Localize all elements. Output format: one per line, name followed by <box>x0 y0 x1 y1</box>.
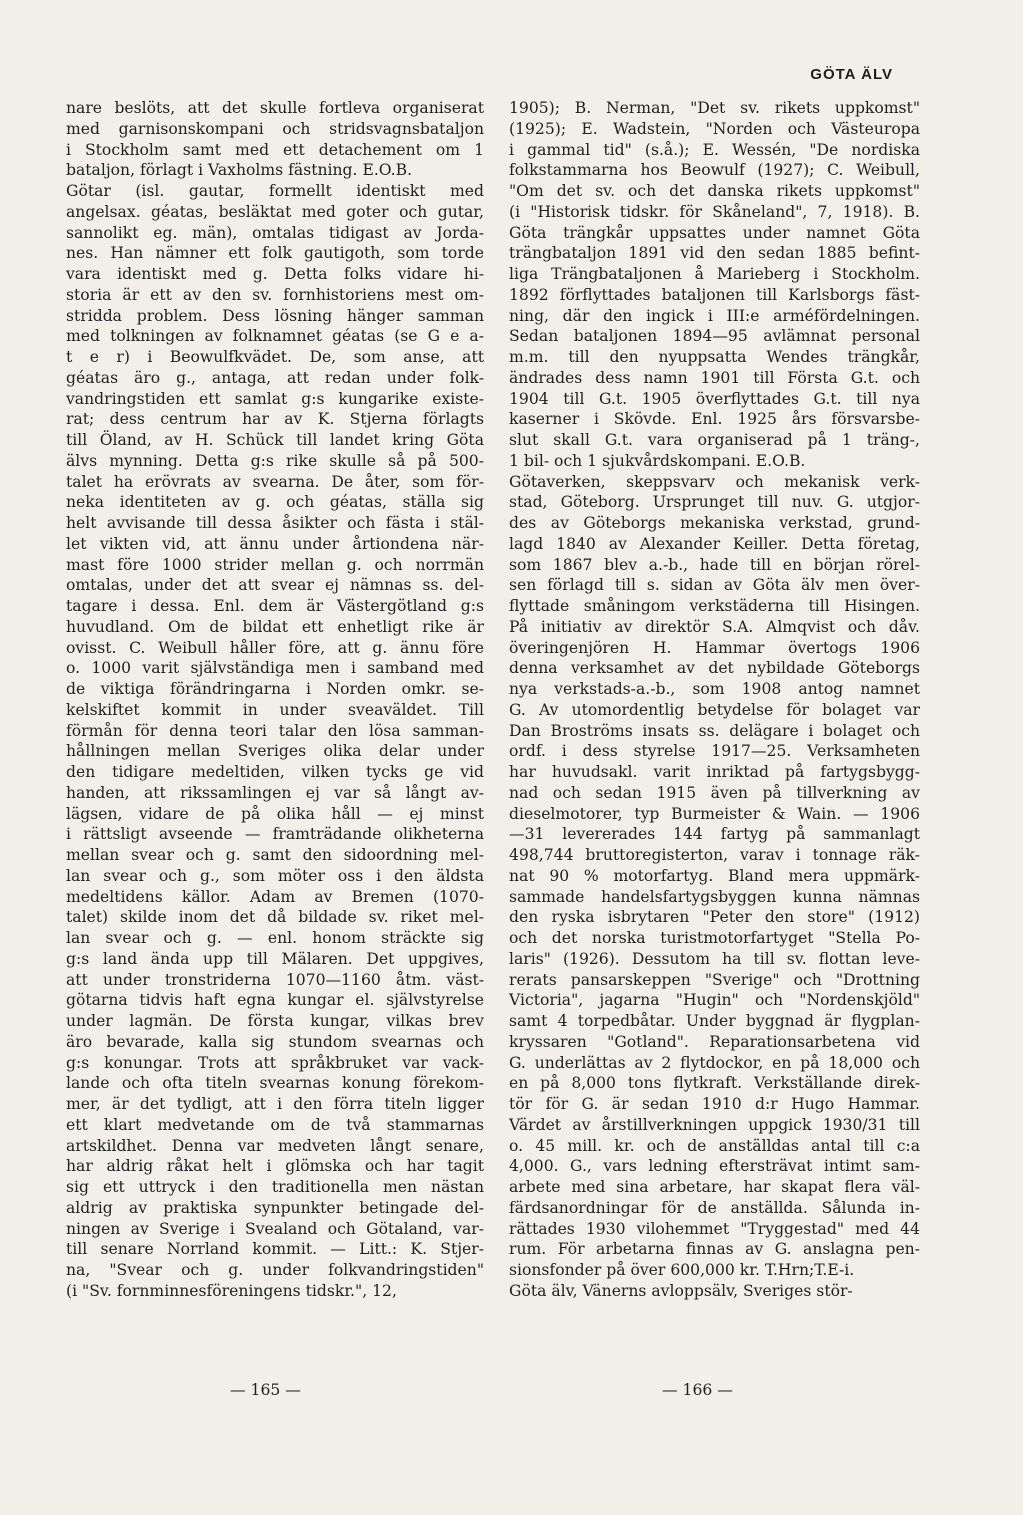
text-line: lan svear och g., som möter oss i den äldsta <box>66 866 484 885</box>
text-line: let vikten vid, att ännu under årtiondena när- <box>66 534 484 553</box>
text-line: lägsen, vidare de på olika håll — ej minst <box>66 804 484 823</box>
text-line: lan svear och g. — enl. honom sträckte sig <box>66 929 484 947</box>
text-line: —31 levererades 144 fartyg på sammanlagt <box>509 825 920 844</box>
text-line: Göta älv, Vänerns avloppsälv, Sveriges stör- <box>509 1281 853 1300</box>
text-line: lagd 1840 av Alexander Keiller. Detta företag, <box>509 534 920 553</box>
text-line: mer, är det tydligt, att i den förra titeln ligger <box>66 1095 484 1113</box>
text-line: lande och ofta titeln svearnas konung förekom- <box>66 1074 484 1093</box>
text-line: na, "Svear och g. under folkvandringstiden" <box>66 1261 484 1279</box>
text-line: ändrades dess namn 1901 till Första G.t. och <box>509 368 920 387</box>
text-line: o. 1000 varit självständiga men i samband med <box>66 659 484 678</box>
text-line: hållningen mellan Sveriges olika delar under <box>66 742 484 761</box>
left-column <box>66 98 484 1302</box>
text-line: som 1867 blev a.-b., hade till en början rörel- <box>509 555 920 574</box>
text-line: sig ett uttryck i den traditionella men nästan <box>66 1178 484 1196</box>
text-line: g:s konungar. Trots att språkbruket var vack- <box>66 1053 484 1072</box>
text-line: rum. För arbetarna finnas av G. anslagna pen- <box>509 1240 920 1259</box>
text-line: götarna tidvis haft egna kungar el. självstyrelse <box>66 991 484 1010</box>
right-column <box>509 98 920 1302</box>
text-line: liga Trängbataljonen å Marieberg i Stockholm. <box>509 265 920 283</box>
text-line: nya verkstads-a.-b., som 1908 antog namnet <box>509 680 920 698</box>
text-line: handen, att rikssamlingen ej var så långt av- <box>66 783 484 802</box>
text-line: ordf. i dess styrelse 1917—25. Verksamheten <box>509 742 920 761</box>
text-line: en på 8,000 tons flytkraft. Verkställande direk- <box>509 1074 920 1093</box>
text-line: till senare Norrland kommit. — Litt.: K. Stjer- <box>66 1240 484 1259</box>
text-line: har aldrig råkat helt i glömska och har tagit <box>66 1157 484 1176</box>
text-line: rättades 1930 vilohemmet "Tryggestad" med 44 <box>509 1219 920 1238</box>
text-line: medeltidens källor. Adam av Bremen (1070- <box>66 887 484 906</box>
text-line: Sedan bataljonen 1894—95 avlämnat personal <box>509 327 920 346</box>
text-line: (1925); E. Wadstein, "Norden och Västeuropa <box>509 119 920 138</box>
text-line: mellan svear och g. samt den sidoordning mel- <box>66 846 484 864</box>
text-line: med tolkningen av folknamnet géatas (se G e a- <box>66 327 484 346</box>
text-line: géatas äro g., antaga, att redan under folk- <box>66 368 484 387</box>
text-line: att under tronstriderna 1070—1160 åtm. väst- <box>66 970 484 989</box>
text-line: stridda problem. Dess lösning hänger samman <box>66 306 484 325</box>
text-line: talet) skilde inom det då bildade sv. riket mel- <box>66 908 484 927</box>
text-line: g:s land ända upp till Mälaren. Det uppgives, <box>66 949 484 968</box>
text-line: storia är ett av den sv. fornhistoriens mest om- <box>66 285 484 304</box>
text-line: Victoria", jagarna "Hugin" och "Nordenskjöld" <box>509 991 920 1010</box>
text-line: ningen av Sverige i Svealand och Götaland, var- <box>66 1219 484 1238</box>
text-line: ovisst. C. Weibull håller före, att g. ännu före <box>66 638 484 657</box>
text-line: nare beslöts, att det skulle fortleva organiserat <box>66 99 484 117</box>
text-line: nat 90 % motorfartyg. Bland mera uppmärk- <box>509 866 920 885</box>
text-line: aldrig av praktiska synpunkter betingade del- <box>66 1198 484 1217</box>
text-line: har huvudsakl. varit inriktad på fartygsbygg- <box>509 763 920 781</box>
text-line: angelsax. géatas, besläktat med goter och gutar, <box>66 202 484 221</box>
text-line: 4,000. G., vars ledning eftersträvat intimt sam- <box>509 1157 920 1176</box>
text-line: omtalas, under det att svear ej nämnas ss. del- <box>66 576 484 595</box>
text-line: o. 45 mill. kr. och de anställdas antal till c:a <box>509 1136 920 1155</box>
text-line: dieselmotorer, typ Burmeister & Wain. — 1906 <box>509 804 920 823</box>
text-line: Götar (isl. gautar, formellt identiskt med <box>66 182 484 200</box>
text-line: överingenjören H. Hammar övertogs 1906 <box>509 638 920 657</box>
text-line: sammade handelsfartygsbyggen kunna nämnas <box>509 887 920 906</box>
text-line: huvudland. Om de bildat ett enhetligt rike är <box>66 617 484 636</box>
text-line: sen förlagd till s. sidan av Göta älv men över- <box>509 576 920 595</box>
text-line: sannolikt eg. män), omtalas tidigast av Jorda- <box>66 223 484 242</box>
text-line: 498,744 bruttoregisterton, varav i tonnage räk- <box>509 846 920 864</box>
text-line: ett klart medvetande om de två stammarnas <box>66 1115 484 1134</box>
text-line: m.m. till den nyuppsatta Wendes trängkår, <box>509 348 920 366</box>
text-line: kryssaren "Gotland". Reparationsarbetena vid <box>509 1032 920 1051</box>
text-line: samt 4 torpedbåtar. Under byggnad är flygplan- <box>509 1012 920 1030</box>
text-line: artskildhet. Denna var medveten långt senare, <box>66 1136 484 1155</box>
text-line: stad, Göteborg. Ursprunget till nuv. G. utgjor- <box>509 493 920 512</box>
text-line: färdsanordningar för de anställda. Sålunda in- <box>509 1198 920 1217</box>
text-line: 1 bil- och 1 sjukvårdskompani. E.O.B. <box>509 451 806 470</box>
text-line: förmån för denna teori talar den lösa samman- <box>66 721 484 740</box>
text-line: under lagmän. De första kungar, vilkas brev <box>66 1012 484 1030</box>
text-line: de viktiga förändringarna i Norden omkr. se- <box>66 680 484 698</box>
text-line: 1892 förflyttades bataljonen till Karlsborgs fäst- <box>509 285 920 304</box>
text-line: i rättsligt avseende — framträdande olikheterna <box>66 825 484 844</box>
text-line: med garnisonskompani och stridsvagnsbataljon <box>66 119 484 138</box>
text-line: 1905); B. Nerman, "Det sv. rikets uppkomst" <box>509 99 920 117</box>
text-line: talet ha erövrats av svearna. De åter, som för- <box>66 472 484 491</box>
text-line: "Om det sv. och det danska rikets uppkomst" <box>509 182 920 200</box>
text-line: kaserner i Skövde. Enl. 1925 års försvarsbe- <box>509 410 920 429</box>
text-line: mast före 1000 strider mellan g. och norrmän <box>66 555 484 574</box>
text-line: tagare i dessa. Enl. dem är Västergötland g:s <box>66 597 484 615</box>
text-line: 1904 till G.t. 1905 överflyttades G.t. till nya <box>509 389 920 408</box>
text-line: Dan Broströms insats ss. delägare i bolaget och <box>509 721 920 740</box>
text-line: den tidigare medeltiden, vilken tycks ge vid <box>66 763 484 781</box>
text-line: rerats pansarskeppen "Sverige" och "Drottning <box>509 970 920 989</box>
text-line: des av Göteborgs mekaniska verkstad, grund- <box>509 514 920 532</box>
text-line: denna verksamhet av det nybildade Göteborgs <box>509 659 920 678</box>
text-line: slut skall G.t. vara organiserad på 1 träng-, <box>509 431 920 449</box>
text-line: nad och sedan 1915 även på tillverkning av <box>509 783 920 802</box>
text-line: arbete med sina arbetare, har skapat flera väl- <box>509 1178 920 1196</box>
text-line: flyttade småningom verkstäderna till Hisingen. <box>509 597 920 615</box>
text-line: Göta trängkår uppsattes under namnet Göta <box>509 223 920 242</box>
text-line: neka identiteten av g. och géatas, ställa sig <box>66 493 484 512</box>
text-line: i Stockholm samt med ett detachement om 1 <box>66 140 484 159</box>
text-line: i gammal tid" (s.å.); E. Wessén, "De nordiska <box>509 140 920 159</box>
text-line: G. Av utomordentlig betydelse för bolaget var <box>509 700 920 719</box>
text-line: nes. Han nämner ett folk gautigoth, som torde <box>66 244 484 263</box>
text-line: På initiativ av direktör S.A. Almqvist och dåv. <box>509 617 920 636</box>
text-line: till Öland, av H. Schück till landet kring Göta <box>66 431 484 449</box>
text-line: och det norska turistmotorfartyget "Stella Po- <box>509 929 920 947</box>
text-line: kelskiftet kommit in under sveaväldet. Till <box>66 700 484 719</box>
running-head: GÖTA ÄLV <box>810 66 893 83</box>
text-line: t e r) i Beowulfkvädet. De, som anse, att <box>66 348 484 366</box>
text-line: helt avvisande till dessa åsikter och fästa i stäl- <box>66 514 484 532</box>
text-line: G. underlättas av 2 flytdockor, en på 18,000 och <box>509 1053 920 1072</box>
text-line: folkstammarna hos Beowulf (1927); C. Weibull, <box>509 161 920 180</box>
text-line: trängbataljon 1891 vid den sedan 1885 befint- <box>509 244 920 263</box>
text-line: rat; dess centrum har av K. Stjerna förlagts <box>66 410 484 429</box>
text-line: den ryska isbrytaren "Peter den store" (1912) <box>509 908 920 927</box>
text-line: Götaverken, skeppsvarv och mekanisk verk- <box>509 472 920 491</box>
text-line: laris" (1926). Dessutom ha till sv. flottan leve- <box>509 949 920 968</box>
text-line: Värdet av årstillverkningen uppgick 1930/31 till <box>509 1115 920 1134</box>
page-number-left: — 165 — <box>230 1381 301 1399</box>
text-line: ning, där den ingick i III:e arméfördelningen. <box>509 306 920 325</box>
text-line: (i "Historisk tidskr. för Skåneland", 7, 1918). B. <box>509 202 920 221</box>
text-line: vandringstiden ett samlat g:s kungarike existe- <box>66 389 484 408</box>
text-line: sionsfonder på över 600,000 kr. T.Hrn;T.E-i. <box>509 1261 855 1279</box>
text-line: älvs mynning. Detta g:s rike skulle så på 500- <box>66 451 484 470</box>
text-line: (i "Sv. fornminnesföreningens tidskr.", 12, <box>66 1281 397 1300</box>
text-line: vara identiskt med g. Detta folks vidare hi- <box>66 265 484 283</box>
page-number-right: — 166 — <box>662 1381 733 1399</box>
text-line: bataljon, förlagt i Vaxholms fästning. E.O.B. <box>66 161 413 180</box>
text-line: äro bevarade, kalla sig stundom svearnas och <box>66 1032 484 1051</box>
text-line: tör för G. är sedan 1910 d:r Hugo Hammar. <box>509 1095 920 1113</box>
